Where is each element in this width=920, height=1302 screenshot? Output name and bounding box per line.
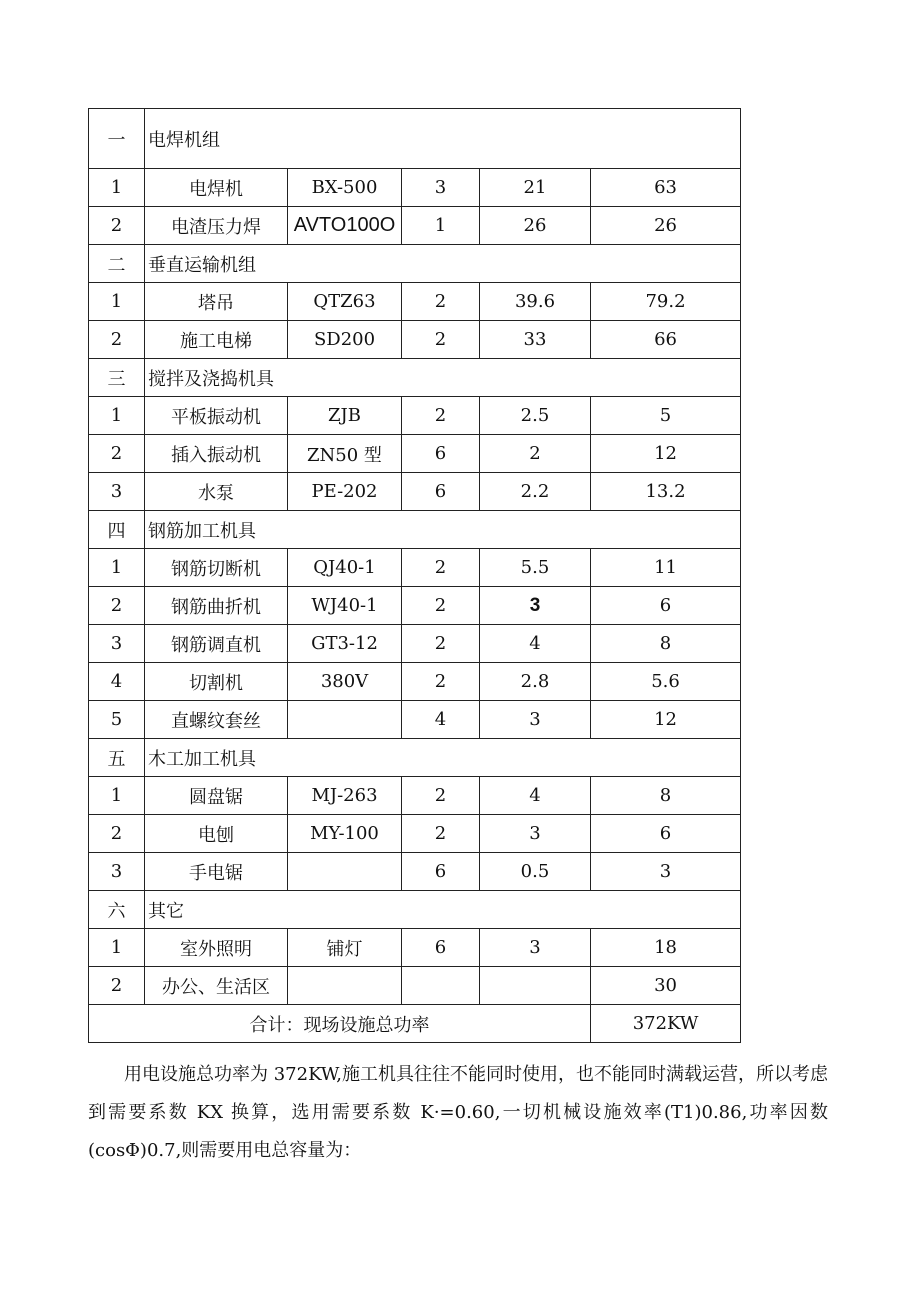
equipment-name: 钢筋切断机 [145,549,288,587]
table-row [89,967,741,1005]
table-row [89,929,741,967]
equipment-name: 插入振动机 [145,435,288,473]
total-power: 79.2 [591,283,741,321]
equipment-model: QJ40-1 [288,549,402,587]
unit-power: 2.5 [480,397,591,435]
equipment-name: 手电锯 [145,853,288,891]
total-power: 8 [591,777,741,815]
unit-power: 5.5 [480,549,591,587]
group-index: 三 [89,359,145,397]
unit-power [480,967,591,1005]
equipment-quantity: 6 [402,473,480,511]
total-power: 66 [591,321,741,359]
row-number: 1 [89,777,145,815]
equipment-quantity: 2 [402,663,480,701]
row-number: 1 [89,397,145,435]
equipment-quantity: 2 [402,625,480,663]
table-row [89,321,741,359]
total-power: 63 [591,169,741,207]
total-power: 13.2 [591,473,741,511]
equipment-name: 电渣压力焊 [145,207,288,245]
equipment-name: 切割机 [145,663,288,701]
equipment-model: WJ40-1 [288,587,402,625]
equipment-name: 水泵 [145,473,288,511]
equipment-quantity: 2 [402,283,480,321]
equipment-model [288,701,402,739]
table-row [89,207,741,245]
equipment-model: BX-500 [288,169,402,207]
equipment-name: 办公、生活区 [145,967,288,1005]
total-power: 3 [591,853,741,891]
group-header-row [89,109,741,169]
group-title: 木工加工机具 [145,739,741,777]
row-number: 4 [89,663,145,701]
group-header-row [89,891,741,929]
group-header-row [89,359,741,397]
group-index: 一 [89,109,145,169]
row-number: 2 [89,967,145,1005]
table-row [89,853,741,891]
equipment-quantity: 6 [402,929,480,967]
group-title: 其它 [145,891,741,929]
unit-power: 0.5 [480,853,591,891]
table-row [89,549,741,587]
equipment-quantity: 6 [402,435,480,473]
equipment-name: 电焊机 [145,169,288,207]
unit-power: 33 [480,321,591,359]
table-row [89,397,741,435]
unit-power: 4 [480,777,591,815]
table-row [89,473,741,511]
equipment-name: 平板振动机 [145,397,288,435]
group-header-row [89,511,741,549]
total-power: 8 [591,625,741,663]
table-row [89,625,741,663]
group-index: 四 [89,511,145,549]
equipment-quantity [402,967,480,1005]
equipment-model [288,967,402,1005]
table-row [89,435,741,473]
power-calculation-paragraph [88,1056,828,1170]
total-power: 18 [591,929,741,967]
equipment-model: AVTO100O [288,207,402,245]
row-number: 3 [89,473,145,511]
equipment-quantity: 2 [402,549,480,587]
total-power: 11 [591,549,741,587]
equipment-model: SD200 [288,321,402,359]
unit-power: 3 [480,929,591,967]
equipment-quantity: 2 [402,587,480,625]
group-title: 垂直运输机组 [145,245,741,283]
equipment-model: QTZ63 [288,283,402,321]
group-title: 电焊机组 [145,109,741,169]
group-index: 二 [89,245,145,283]
row-number: 2 [89,321,145,359]
table-row [89,815,741,853]
group-index: 五 [89,739,145,777]
table-row [89,283,741,321]
row-number: 2 [89,815,145,853]
row-number: 1 [89,169,145,207]
row-number: 3 [89,625,145,663]
table-row [89,701,741,739]
equipment-model: ZN50 型 [288,435,402,473]
unit-power: 2.8 [480,663,591,701]
equipment-quantity: 2 [402,777,480,815]
group-header-row [89,739,741,777]
equipment-quantity: 6 [402,853,480,891]
equipment-name: 电刨 [145,815,288,853]
equipment-name: 钢筋调直机 [145,625,288,663]
row-number: 1 [89,929,145,967]
equipment-model: PE-202 [288,473,402,511]
unit-power: 26 [480,207,591,245]
row-number: 2 [89,207,145,245]
equipment-quantity: 1 [402,207,480,245]
equipment-name: 直螺纹套丝 [145,701,288,739]
row-number: 1 [89,549,145,587]
group-index: 六 [89,891,145,929]
group-title: 搅拌及浇捣机具 [145,359,741,397]
equipment-name: 钢筋曲折机 [145,587,288,625]
unit-power: 3 [480,587,591,625]
total-power: 5 [591,397,741,435]
table-row [89,587,741,625]
equipment-quantity: 2 [402,397,480,435]
row-number: 3 [89,853,145,891]
equipment-model: ZJB [288,397,402,435]
equipment-model: MJ-263 [288,777,402,815]
equipment-model: 380V [288,663,402,701]
equipment-power-table [88,108,741,1043]
paragraph-text: 用电设施总功率为 372KW,施工机具往往不能同时使用，也不能同时满载运营，所以考虑到需要系数 KX 换算，选用需要系数 K·=0.60,一切机械设施效率(T1)0.86,功率因数(cosΦ)0.7,则需要用电总容量为： [88,1064,828,1161]
equipment-quantity: 4 [402,701,480,739]
total-label: 合计：现场设施总功率 [89,1005,591,1043]
group-header-row [89,245,741,283]
equipment-name: 塔吊 [145,283,288,321]
equipment-quantity: 3 [402,169,480,207]
table-row [89,169,741,207]
total-value: 372KW [591,1005,741,1043]
unit-power: 39.6 [480,283,591,321]
equipment-model: GT3-12 [288,625,402,663]
total-power: 5.6 [591,663,741,701]
unit-power: 2.2 [480,473,591,511]
equipment-name: 室外照明 [145,929,288,967]
total-power: 12 [591,701,741,739]
equipment-name: 施工电梯 [145,321,288,359]
total-row [89,1005,741,1043]
unit-power: 3 [480,815,591,853]
table-row [89,663,741,701]
total-power: 6 [591,587,741,625]
total-power: 6 [591,815,741,853]
row-number: 2 [89,435,145,473]
total-power: 12 [591,435,741,473]
group-title: 钢筋加工机具 [145,511,741,549]
equipment-model: MY-100 [288,815,402,853]
total-power: 30 [591,967,741,1005]
equipment-quantity: 2 [402,815,480,853]
total-power: 26 [591,207,741,245]
unit-power: 21 [480,169,591,207]
row-number: 1 [89,283,145,321]
unit-power: 3 [480,701,591,739]
equipment-model [288,853,402,891]
unit-power: 2 [480,435,591,473]
row-number: 2 [89,587,145,625]
table-row [89,777,741,815]
unit-power: 4 [480,625,591,663]
equipment-name: 圆盘锯 [145,777,288,815]
equipment-model: 铺灯 [288,929,402,967]
row-number: 5 [89,701,145,739]
equipment-quantity: 2 [402,321,480,359]
